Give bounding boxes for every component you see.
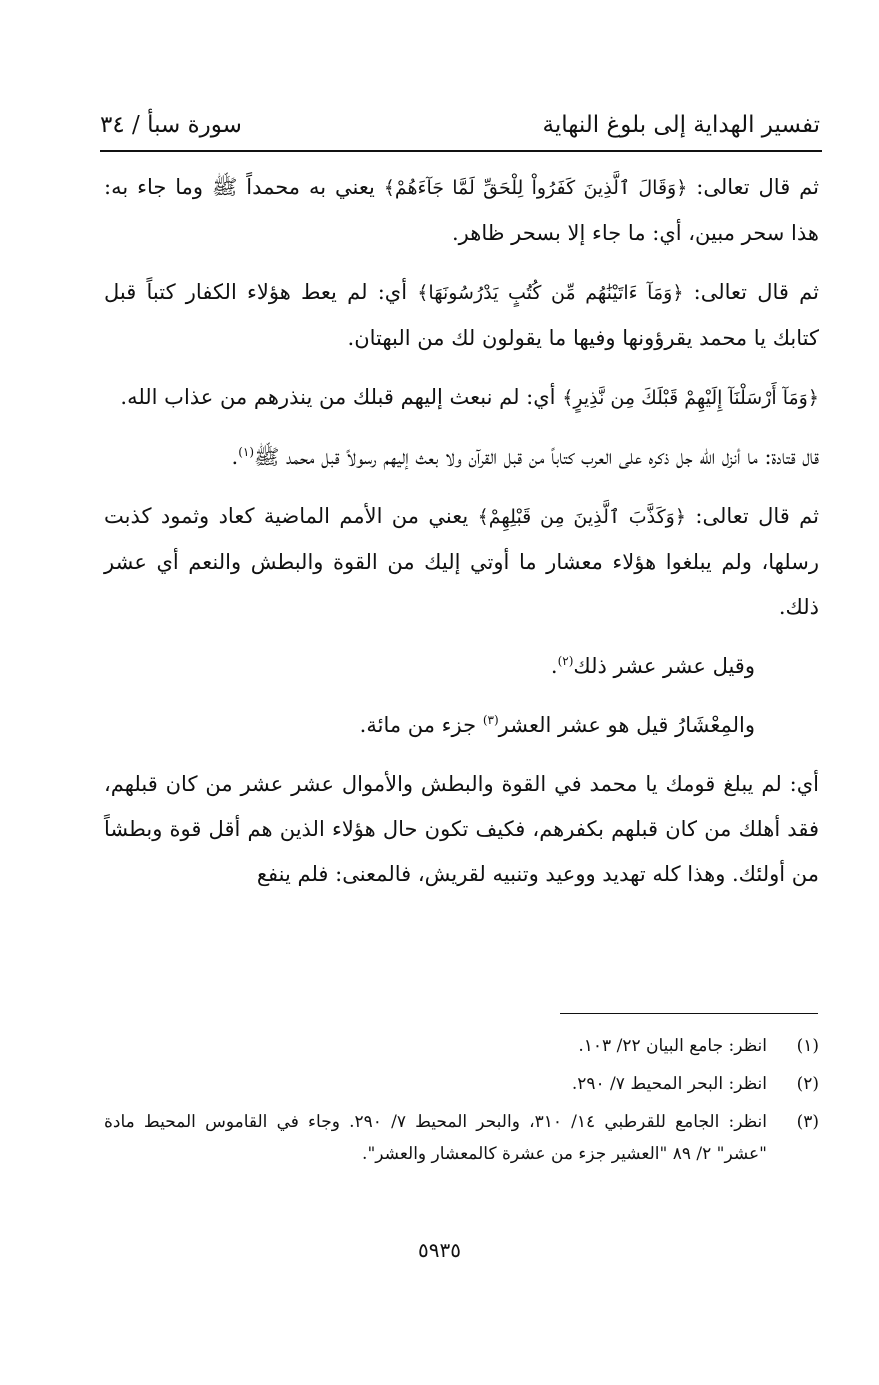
quran-verse: ﴿وَكَذَّبَ ٱلَّذِينَ مِن قَبْلِهِمْ﴾: [477, 506, 686, 528]
paragraph-6: [104, 644, 819, 689]
book-title: تفسير الهداية إلى بلوغ النهاية: [542, 112, 820, 138]
paragraph-text: ثم قال تعالى:: [683, 280, 819, 304]
paragraph-8: [104, 762, 819, 897]
paragraph-text: يعني من الأمم الماضية كعاد وثمود كذبت رسلها، ولم يبلغوا هؤلاء معشار ما أوتي إليك من القوة والبطش والنعم أي عشر ذلك.: [104, 504, 819, 619]
quran-verse: ﴿وَقَالَ ٱلَّذِينَ كَفَرُواْ لِلْحَقِّ لَمَّا جَآءَهُمْ﴾: [383, 177, 688, 199]
paragraph-text: .: [231, 445, 239, 469]
surah-label: سورة سبأ / ٣٤: [100, 112, 242, 138]
footnote-item: [104, 1068, 819, 1100]
paragraph-1: [104, 165, 819, 256]
footnote-ref[interactable]: (٣): [482, 713, 499, 727]
paragraph-7: [104, 703, 819, 748]
paragraph-2: [104, 270, 819, 361]
footnote-ref[interactable]: (١): [238, 445, 255, 459]
quran-verse: ﴿وَمَآ ءَاتَيْنَٰهُم مِّن كُتُبٍ يَدْرُسُونَهَا﴾: [417, 282, 684, 304]
footnote-divider: [560, 1013, 818, 1014]
paragraph-5: [104, 494, 819, 630]
paragraph-text: يعني به محمداً ﷺ وما جاء به: هذا سحر مبين، أي: ما جاء إلا بسحر ظاهر.: [104, 175, 819, 245]
footnote-text: انظر: جامع البيان ٢٢/ ١٠٣.: [578, 1036, 767, 1056]
paragraph-text: والمِعْشَارُ قيل هو عشر العشر: [498, 713, 755, 737]
quran-verse: ﴿وَمَآ أَرْسَلْنَآ إِلَيْهِمْ قَبْلَكَ مِن نَّذِيرٍ﴾: [562, 387, 819, 409]
page-number: ٥٩٣٥: [418, 1238, 461, 1262]
running-header: [100, 108, 820, 150]
footnote-text: انظر: البحر المحيط ٧/ ٢٩٠.: [571, 1074, 767, 1094]
footnote-item: [104, 1030, 819, 1062]
paragraph-3: [104, 375, 819, 421]
paragraph-text: .: [550, 654, 558, 678]
paragraph-text: ثم قال تعالى:: [686, 504, 819, 528]
paragraph-4: [104, 435, 819, 480]
paragraph-text: أي: لم يبلغ قومك يا محمد في القوة والبطش والأموال عشر عشر من كان قبلهم، فقد أهلك من كان قبلهم بكفرهم، فكيف تكون حال هؤلاء الذين هم أقل قوة وبطشاً من أولئك. وهذا كله تهديد ووعيد وتنبيه لقريش، فالمعنى: فلم ينفع: [104, 772, 819, 886]
footnote-text: انظر: الجامع للقرطبي ١٤/ ٣١٠، والبحر المحيط ٧/ ٢٩٠. وجاء في القاموس المحيط مادة "عشر" ٢/ ٨٩ "العشير جزء من عشرة كالمعشار والعشر".: [104, 1112, 767, 1164]
footnote-number: (١): [796, 1036, 819, 1056]
footnote-item: [104, 1106, 819, 1170]
header-divider: [100, 150, 822, 152]
footnote-number: (٣): [796, 1112, 819, 1132]
footnote-number: (٢): [796, 1074, 819, 1094]
paragraph-text: قال قتادة: ما أنزل الله جل ذكره على العرب كتاباً من قبل القرآن ولا بعث إليهم رسولاً قبل محمد ﷺ: [254, 445, 819, 469]
paragraph-text: وقيل عشر عشر ذلك: [573, 654, 755, 678]
footnotes: [104, 1030, 819, 1176]
paragraph-text: أي: لم نبعث إليهم قبلك من ينذرهم من عذاب الله.: [120, 385, 563, 409]
footnote-ref[interactable]: (٢): [557, 654, 574, 668]
paragraph-text: أي: لم يعط هؤلاء الكفار كتباً قبل كتابك يا محمد يقرؤونها وفيها ما يقولون لك من البهتان.: [104, 280, 819, 350]
paragraph-text: ثم قال تعالى:: [687, 175, 819, 199]
main-text: [104, 165, 819, 911]
paragraph-text: جزء من مائة.: [359, 713, 483, 737]
